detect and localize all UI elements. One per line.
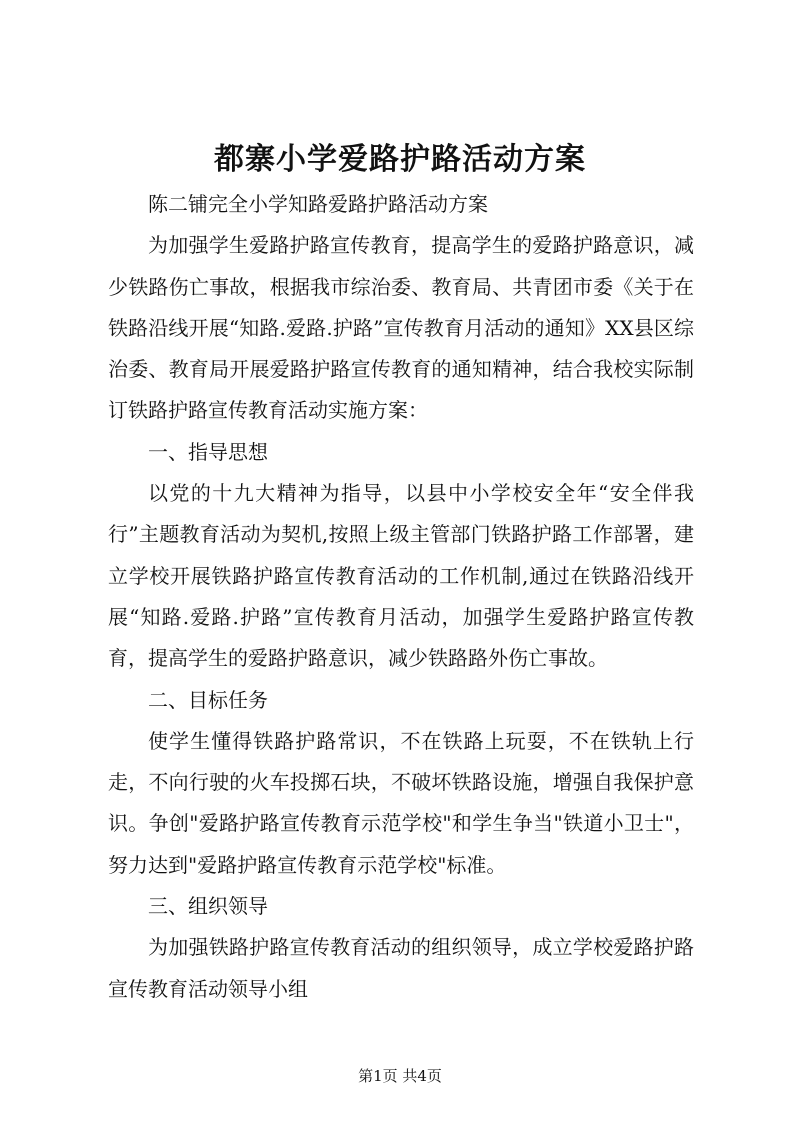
document-body (108, 184, 694, 1010)
document-title: 都寨小学爱路护路活动方案 (214, 142, 586, 177)
section-heading-guiding-thought: 一、指导思想 (148, 439, 268, 464)
section-heading-organization: 三、组织领导 (148, 894, 268, 919)
subtitle-paragraph: 陈二铺完全小学知路爱路护路活动方案 (148, 192, 488, 216)
organization-paragraph: 为加强铁路护路宣传教育活动的组织领导，成立学校爱路护路宣传教育活动领导小组 (108, 935, 694, 1001)
goals-paragraph: 使学生懂得铁路护路常识，不在铁路上玩耍，不在铁轨上行走，不向行驶的火车投掷石块，不破坏铁路设施，增强自我保护意识。争创"爱路护路宣传教育示范学校"和学生争当"铁道小卫士"，努力达到"爱路护路宣传教育示范学校"标准。 (108, 728, 694, 877)
intro-paragraph: 为加强学生爱路护路宣传教育，提高学生的爱路护路意识，减少铁路伤亡事故，根据我市综治委、教育局、共青团市委《关于在铁路沿线开展“知路.爱路.护路”宣传教育月活动的通知》XX县区综治委、教育局开展爱路护路宣传教育的通知精神，结合我校实际制订铁路护路宣传教育活动实施方案： (108, 233, 694, 423)
section-heading-goals: 二、目标任务 (148, 687, 268, 712)
page-number-footer: 第1页 共4页 (358, 1067, 442, 1085)
guiding-thought-paragraph: 以党的十九大精神为指导，以县中小学校安全年“安全伴我行”主题教育活动为契机,按照上级主管部门铁路护路工作部署，建立学校开展铁路护路宣传教育活动的工作机制,通过在铁路沿线开展“知路.爱路.护路”宣传教育月活动，加强学生爱路护路宣传教育，提高学生的爱路护路意识，减少铁路路外伤亡事故。 (108, 481, 694, 671)
